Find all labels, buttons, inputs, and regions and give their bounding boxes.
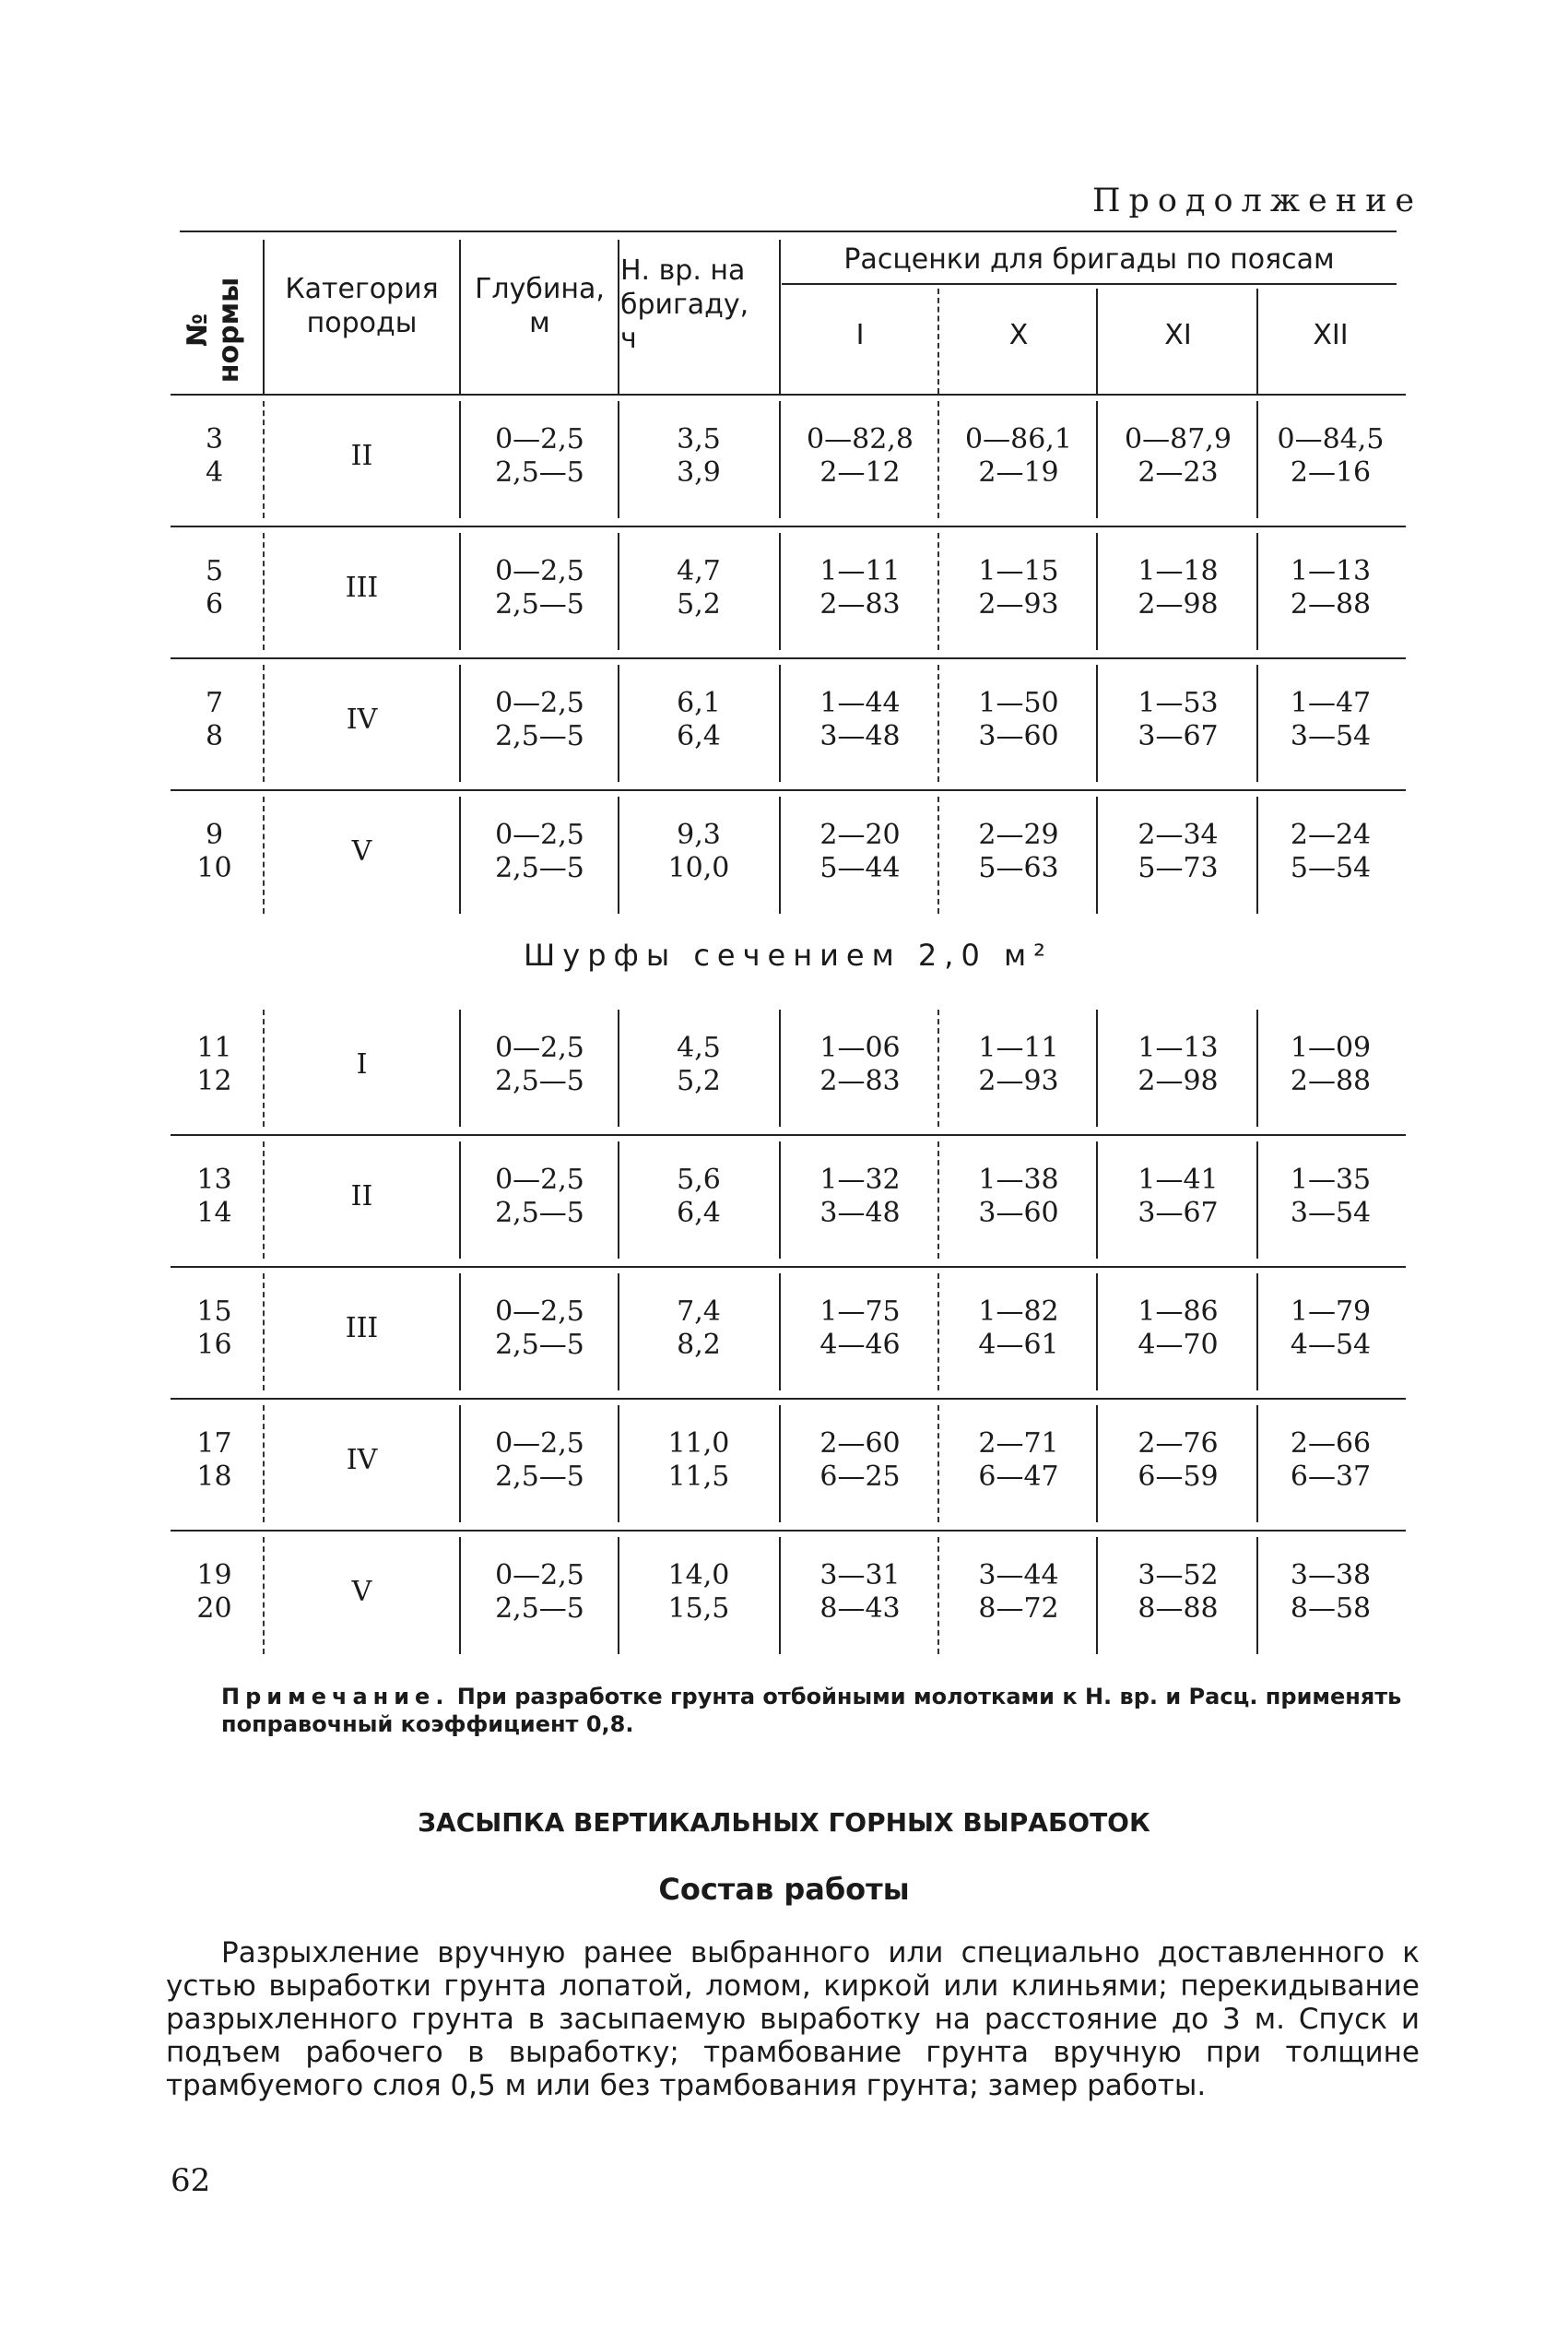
note-text: При разработке грунта отбойными молотками к Н. вр. и Расц. применять поправочный коэффициент 0,8. xyxy=(221,1684,1402,1737)
cell-r2: 1—11 2—93 xyxy=(978,1032,1059,1097)
cell-category: II xyxy=(350,440,373,472)
row-rule xyxy=(171,1134,1406,1136)
column-rule xyxy=(459,797,461,914)
cell-r2: 0—86,1 2—19 xyxy=(965,423,1072,489)
header-zone-1: I xyxy=(855,319,865,351)
cell-category: V xyxy=(351,835,372,868)
cell-r1: 1—44 3—48 xyxy=(819,687,901,752)
cell-r4: 1—13 2—88 xyxy=(1290,555,1372,621)
row-rule xyxy=(171,1530,1406,1532)
cell-r1: 2—20 5—44 xyxy=(819,819,901,884)
column-rule xyxy=(618,533,619,650)
cell-r4: 1—09 2—88 xyxy=(1290,1032,1372,1097)
header-rates: Расценки для бригады по поясам xyxy=(843,243,1335,276)
row-rule xyxy=(171,789,1406,791)
header-zone-4: XII xyxy=(1313,319,1349,351)
cell-time: 6,1 6,4 xyxy=(677,687,721,752)
cell-r1: 0—82,8 2—12 xyxy=(807,423,914,489)
cell-no: 17 18 xyxy=(196,1427,232,1493)
cell-depth: 0—2,5 2,5—5 xyxy=(495,1427,584,1493)
cell-r2: 2—29 5—63 xyxy=(978,819,1059,884)
cell-r4: 3—38 8—58 xyxy=(1290,1559,1372,1625)
cell-depth: 0—2,5 2,5—5 xyxy=(495,819,584,884)
cell-r2: 1—82 4—61 xyxy=(978,1295,1059,1361)
column-rule xyxy=(618,1010,619,1127)
column-rule xyxy=(779,1405,781,1522)
cell-r3: 1—86 4—70 xyxy=(1138,1295,1219,1361)
cell-category: IV xyxy=(346,1444,378,1476)
cell-r3: 0—87,9 2—23 xyxy=(1125,423,1232,489)
row-rule xyxy=(171,657,1406,659)
cell-time: 7,4 8,2 xyxy=(677,1295,721,1361)
continuation-label: Продолжение xyxy=(1092,183,1423,219)
cell-r1: 3—31 8—43 xyxy=(819,1559,901,1625)
column-rule xyxy=(618,401,619,518)
column-rule xyxy=(263,797,265,914)
page-number: 62 xyxy=(171,2162,211,2199)
cell-r3: 1—13 2—98 xyxy=(1138,1032,1219,1097)
cell-no: 3 4 xyxy=(205,423,224,489)
cell-time: 11,0 11,5 xyxy=(667,1427,730,1493)
column-rule xyxy=(263,1141,265,1259)
rates-header-rule xyxy=(782,283,1397,285)
cell-depth: 0—2,5 2,5—5 xyxy=(495,1164,584,1229)
column-rule xyxy=(263,1273,265,1390)
header-vline xyxy=(263,240,265,394)
cell-r3: 2—76 6—59 xyxy=(1138,1427,1219,1493)
cell-r1: 1—75 4—46 xyxy=(819,1295,901,1361)
cell-category: III xyxy=(345,572,379,604)
header-bottom-rule xyxy=(171,394,1406,396)
column-rule xyxy=(779,797,781,914)
cell-r1: 1—06 2—83 xyxy=(819,1032,901,1097)
cell-depth: 0—2,5 2,5—5 xyxy=(495,1295,584,1361)
cell-category: III xyxy=(345,1312,379,1344)
header-vline xyxy=(618,240,619,394)
header-norm-number: № нормы xyxy=(182,277,246,384)
cell-no: 5 6 xyxy=(205,555,224,621)
row-rule xyxy=(171,1266,1406,1268)
column-rule xyxy=(459,401,461,518)
cell-no: 9 10 xyxy=(196,819,232,884)
column-rule xyxy=(459,1010,461,1127)
column-rule xyxy=(618,1273,619,1390)
column-rule xyxy=(618,797,619,914)
norms-table xyxy=(171,226,1406,1655)
column-rule xyxy=(618,1141,619,1259)
cell-category: IV xyxy=(346,704,378,736)
cell-no: 11 12 xyxy=(196,1032,232,1097)
cell-r3: 1—53 3—67 xyxy=(1138,687,1219,752)
column-rule xyxy=(459,1273,461,1390)
column-rule xyxy=(618,665,619,782)
column-rule xyxy=(618,1537,619,1654)
group-subtitle: Шурфы сечением 2,0 м² xyxy=(524,938,1053,973)
column-rule xyxy=(459,1405,461,1522)
header-zone-3: XI xyxy=(1164,319,1192,351)
cell-depth: 0—2,5 2,5—5 xyxy=(495,1032,584,1097)
column-rule xyxy=(779,1010,781,1127)
header-vline xyxy=(1256,289,1258,394)
cell-time: 4,7 5,2 xyxy=(677,555,721,621)
row-rule xyxy=(171,1398,1406,1400)
cell-category: II xyxy=(350,1180,373,1212)
cell-r4: 1—79 4—54 xyxy=(1290,1295,1372,1361)
row-rule xyxy=(171,526,1406,527)
cell-time: 4,5 5,2 xyxy=(677,1032,721,1097)
cell-r2: 2—71 6—47 xyxy=(978,1427,1059,1493)
cell-r2: 1—38 3—60 xyxy=(978,1164,1059,1229)
header-vline xyxy=(1096,289,1098,394)
cell-r3: 1—41 3—67 xyxy=(1138,1164,1219,1229)
cell-r2: 1—50 3—60 xyxy=(978,687,1059,752)
header-vline xyxy=(459,240,461,394)
cell-no: 19 20 xyxy=(196,1559,232,1625)
section-title: ЗАСЫПКА ВЕРТИКАЛЬНЫХ ГОРНЫХ ВЫРАБОТОК xyxy=(418,1807,1150,1838)
table-top-rule xyxy=(180,231,1397,232)
cell-r4: 1—35 3—54 xyxy=(1290,1164,1372,1229)
column-rule xyxy=(779,1537,781,1654)
cell-depth: 0—2,5 2,5—5 xyxy=(495,1559,584,1625)
column-rule xyxy=(779,401,781,518)
cell-r2: 1—15 2—93 xyxy=(978,555,1059,621)
cell-depth: 0—2,5 2,5—5 xyxy=(495,555,584,621)
column-rule xyxy=(779,665,781,782)
column-rule xyxy=(263,401,265,518)
column-rule xyxy=(459,1141,461,1259)
cell-time: 14,0 15,5 xyxy=(667,1559,730,1625)
cell-no: 15 16 xyxy=(196,1295,232,1361)
note-label: Примечание. xyxy=(221,1684,450,1709)
cell-r4: 2—24 5—54 xyxy=(1290,819,1372,884)
header-category: Категория породы xyxy=(285,273,439,339)
table-note xyxy=(221,1683,1410,1738)
cell-r1: 2—60 6—25 xyxy=(819,1427,901,1493)
column-rule xyxy=(459,533,461,650)
column-rule xyxy=(618,1405,619,1522)
column-rule xyxy=(263,1405,265,1522)
cell-r3: 3—52 8—88 xyxy=(1138,1559,1219,1625)
header-zone-2: X xyxy=(1008,319,1029,351)
column-rule xyxy=(779,1273,781,1390)
cell-r4: 1—47 3—54 xyxy=(1290,687,1372,752)
cell-depth: 0—2,5 2,5—5 xyxy=(495,687,584,752)
header-vline xyxy=(937,289,939,394)
cell-r4: 0—84,5 2—16 xyxy=(1277,423,1385,489)
cell-r1: 1—11 2—83 xyxy=(819,555,901,621)
column-rule xyxy=(459,665,461,782)
cell-time: 5,6 6,4 xyxy=(677,1164,721,1229)
cell-depth: 0—2,5 2,5—5 xyxy=(495,423,584,489)
section-subtitle: Состав работы xyxy=(658,1872,910,1907)
cell-r3: 2—34 5—73 xyxy=(1138,819,1219,884)
cell-r3: 1—18 2—98 xyxy=(1138,555,1219,621)
cell-no: 7 8 xyxy=(205,687,224,752)
work-description: Разрыхление вручную ранее выбранного или специально доставленного к устью выработки грунта лопатой, ломом, киркой или клиньями; перекидывание разрыхленного грунта в засыпаемую выработку на расстояние до 3 м. Спуск и подъем рабочего в выработку; трамбование грунта вручную при толщине трамбуемого слоя 0,5 м или без трамбования грунта; замер работы. xyxy=(166,1936,1420,2102)
header-depth: Глубина, м xyxy=(475,273,605,339)
cell-category: I xyxy=(356,1048,368,1081)
column-rule xyxy=(459,1537,461,1654)
cell-no: 13 14 xyxy=(196,1164,232,1229)
cell-time: 3,5 3,9 xyxy=(677,423,721,489)
cell-r4: 2—66 6—37 xyxy=(1290,1427,1372,1493)
column-rule xyxy=(779,533,781,650)
header-time: Н. вр. на бригаду, ч xyxy=(620,254,749,355)
cell-time: 9,3 10,0 xyxy=(667,819,730,884)
column-rule xyxy=(263,1010,265,1127)
header-vline xyxy=(779,240,781,394)
cell-r2: 3—44 8—72 xyxy=(978,1559,1059,1625)
cell-r1: 1—32 3—48 xyxy=(819,1164,901,1229)
column-rule xyxy=(263,1537,265,1654)
column-rule xyxy=(263,533,265,650)
cell-category: V xyxy=(351,1576,372,1608)
column-rule xyxy=(263,665,265,782)
column-rule xyxy=(779,1141,781,1259)
